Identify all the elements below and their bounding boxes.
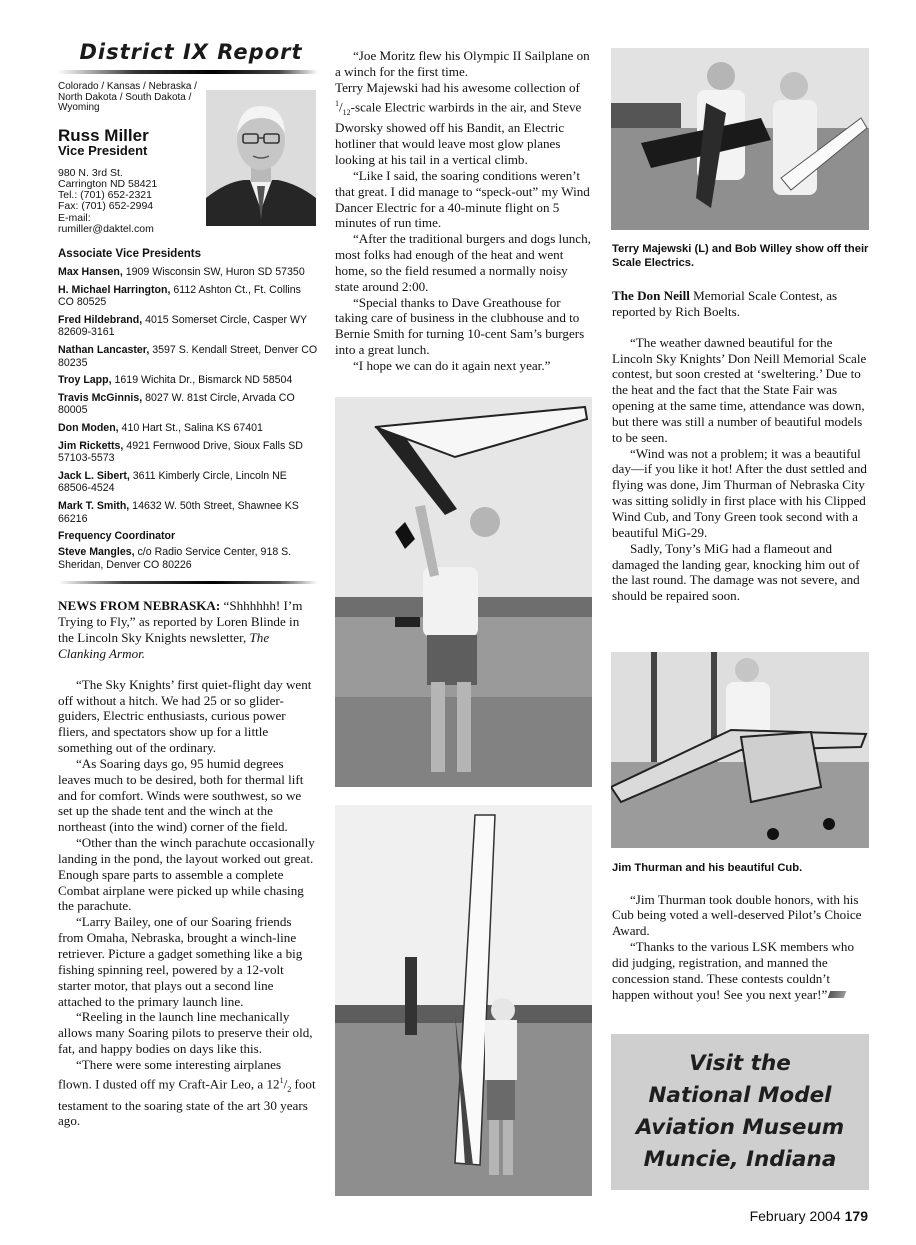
associate-entry <box>58 440 318 465</box>
associate-address: 4015 Somerset Circle, Casper WY 82609-3161 <box>58 313 307 339</box>
district-states: Colorado / Kansas / Nebraska / North Dakota / South Dakota / Wyoming <box>58 81 197 113</box>
vp-address-line: Carrington ND 58421 <box>58 177 158 190</box>
article-lead: NEWS FROM NEBRASKA: <box>58 598 221 614</box>
page-footer <box>750 1208 868 1224</box>
associate-name: Mark T. Smith, <box>58 499 130 512</box>
photo-caption: Jim Thurman and his beautiful Cub. <box>612 862 803 874</box>
associate-name: Jim Ricketts, <box>58 439 124 452</box>
associate-entry <box>58 344 318 369</box>
frequency-name: Steve Mangles, <box>58 546 135 559</box>
contest-intro <box>612 288 870 320</box>
vp-name: Russ Miller <box>58 125 149 145</box>
paragraph-text: foot testament to the soaring state of the art 30 years ago. <box>58 1076 316 1129</box>
associate-address: 4921 Fernwood Drive, Sioux Falls SD 57103-5573 <box>58 439 303 465</box>
fraction-denominator: 12 <box>342 107 351 117</box>
associate-entry <box>58 284 318 309</box>
paragraph: “There were some interesting airplanes flown. I dusted off my Craft-Air Leo, a $12^1/_2$ foot testament to the soaring state of the art 30 years ago. <box>58 1056 316 1129</box>
vp-email-label: E-mail: <box>58 211 91 224</box>
associate-entry <box>58 374 318 387</box>
associate-entry <box>58 470 318 495</box>
associates-list <box>58 266 318 525</box>
associate-address: 6112 Ashton Ct., Ft. Collins CO 80525 <box>58 283 301 309</box>
title-rule <box>58 70 318 74</box>
fraction-denominator: 2 <box>287 1084 292 1094</box>
middle-column <box>335 48 592 374</box>
associate-name: Fred Hildebrand, <box>58 313 143 326</box>
fraction-numerator: 1 <box>279 1075 284 1085</box>
report-title: District IX Report <box>79 40 303 64</box>
paragraph: Sadly, Tony’s MiG had a flameout and damaged the landing gear, knocking him out of the last round. The damage was not severe, and should be repaired soon. <box>612 540 860 604</box>
associate-address: 1619 Wichita Dr., Bismarck ND 58504 <box>111 374 293 387</box>
paragraph-text: “There were some interesting airplanes flown. I dusted off my Craft-Air Leo, a 12 <box>58 1056 282 1092</box>
paragraph-text: -scale Electric warbirds in the air, and Steve Dworsky showed off his Bandit, an Electric hotliner that would leave most glow planes looking at his tail in a vertical climb. <box>335 98 582 168</box>
associate-entry <box>58 422 318 435</box>
museum-ad-line: National Model <box>648 1083 832 1108</box>
associate-entry <box>58 314 318 339</box>
associate-address: 3597 S. Kendall Street, Denver CO 80235 <box>58 343 318 369</box>
associate-name: Troy Lapp, <box>58 374 112 387</box>
cub-photo <box>611 652 869 848</box>
vp-email: rumiller@daktel.com <box>58 222 154 235</box>
vp-address-line: 980 N. 3rd St. <box>58 166 123 179</box>
associate-address: 14632 W. 50th Street, Shawnee KS 66216 <box>58 499 299 525</box>
paragraph: “Wind was not a problem; it was a beautiful day—if you like it hot! After the dust settled and flying was done, Jim Thurman of Nebraska City was sitting solidly in first place with his Clipped Wind Cub, and Tony Green took second with a beautiful MiG-29. <box>612 445 867 540</box>
associate-name: Nathan Lancaster, <box>58 343 150 356</box>
associate-name: Jack L. Sibert, <box>58 469 130 482</box>
vice-president-block <box>58 81 318 235</box>
museum-ad-line: Aviation Museum <box>635 1115 845 1140</box>
associate-entry <box>58 392 318 417</box>
photo-caption: Terry Majewski (L) and Bob Willey show off their Scale Electrics. <box>612 243 869 269</box>
article-mid <box>335 48 592 374</box>
associates-heading: Associate Vice Presidents <box>58 248 201 260</box>
vp-portrait-photo <box>206 90 316 226</box>
article-intro <box>58 598 318 661</box>
paragraph: “Reeling in the launch line mechanically allows many Soaring pilots to preserve their old, fat, and happy bodies on days like this. <box>58 1009 313 1057</box>
end-mark-icon <box>828 991 847 998</box>
museum-ad-line: Muncie, Indiana <box>643 1147 837 1172</box>
frequency-address: c/o Radio Service Center, 918 S. Sheridan, Denver CO 80226 <box>58 546 292 571</box>
newsletter-name: The Clanking Armor. <box>58 629 270 661</box>
sailplane-standing-photo <box>335 805 592 1196</box>
associate-section <box>58 248 318 571</box>
paragraph-text: “Thanks to the various LSK members who did judging, registration, and manned the concession stand. These contests couldn’t happen without you! See you next year!” <box>612 939 855 1002</box>
frequency-entry <box>58 546 318 571</box>
article-right <box>612 288 870 604</box>
associate-entry <box>58 266 318 279</box>
scale-electrics-photo <box>611 48 869 230</box>
paragraph: “Larry Bailey, one of our Soaring friends from Omaha, Nebraska, brought a winch-line retriever. Picture a gadget something like a big fishing spinning reel, powered by a 12-volt starter motor, that plays out a second line attached to the primary launch line. <box>58 914 303 1009</box>
article-right-continued <box>612 892 870 1003</box>
right-column <box>612 243 870 604</box>
article-left <box>58 598 318 1129</box>
article-intro-text: “Shhhhhh! I’m Trying to Fly,” as reported by Loren Blinde in the Lincoln Sky Knights newsletter, <box>58 598 303 645</box>
issue-date: February 2004 <box>749 1208 841 1224</box>
vp-phone: Tel.: (701) 652-2321 <box>58 189 152 202</box>
museum-ad-line: Visit the <box>689 1051 791 1076</box>
paragraph: “The Sky Knights’ first quiet-flight day went off without a hitch. We had 25 or so glider-guiders, Electric enthusiasts, curious power fliers, and spectators show up for a little something out of the ordinary. <box>58 676 312 756</box>
paragraph: “Joe Moritz flew his Olympic II Sailplane on a winch for the first time. <box>335 48 590 79</box>
associate-address: 410 Hart St., Salina KS 67401 <box>118 421 263 434</box>
right-column-lower <box>612 862 870 1002</box>
paragraph: “As Soaring days go, 95 humid degrees leaves much to be desired, both for thermal lift and for comfort. Winds were southwest, so we set up the shade tent and the winch at the northeast (into the wind) corner of the field. <box>58 755 304 835</box>
associate-entry <box>58 500 318 525</box>
left-column <box>58 40 318 1129</box>
associate-name: Don Moden, <box>58 421 119 434</box>
sailplane-launch-photo <box>335 397 592 787</box>
associate-address: 8027 W. 81st Circle, Arvada CO 80005 <box>58 391 295 417</box>
paragraph <box>612 939 870 1002</box>
vp-title: Vice President <box>58 142 148 158</box>
associate-name: Travis McGinnis, <box>58 391 143 404</box>
paragraph: “Special thanks to Dave Greathouse for taking care of business in the clubhouse and to Bernie Smith for turning 10-cent Sam’s burgers into a great lunch. <box>335 294 585 358</box>
paragraph: Terry Majewski had his awesome collection of $^1/_{12}$-scale Electric warbirds in the air, and Steve Dworsky showed off his Bandit, an Electric hotliner that would leave most glow planes looking at his tail in a vertical climb. <box>335 79 582 168</box>
paragraph: “I hope we can do it again next year.” <box>353 358 551 373</box>
paragraph: “Jim Thurman took double honors, with his Cub being voted a well-deserved Pilot’s Choice Award. <box>612 891 862 939</box>
associate-address: 1909 Wisconsin SW, Huron SD 57350 <box>122 266 305 278</box>
section-rule <box>58 581 318 584</box>
associate-name: H. Michael Harrington, <box>58 283 171 296</box>
paragraph-text: Terry Majewski had his awesome collection of <box>335 79 580 95</box>
fraction-numerator: 1 <box>335 98 339 108</box>
paragraph: “Like I said, the soaring conditions weren’t that great. I did manage to “speck-out” my Wind Dancer Electric for a 40-minute flight on 5 minutes of run time. <box>335 167 590 231</box>
associate-address: 3611 Kimberly Circle, Lincoln NE 68506-4524 <box>58 469 287 495</box>
frequency-heading: Frequency Coordinator <box>58 530 176 543</box>
vp-fax: Fax: (701) 652-2994 <box>58 200 154 213</box>
contest-title: The Don Neill <box>612 288 690 303</box>
page-number: 179 <box>844 1208 868 1224</box>
museum-ad[interactable] <box>611 1034 869 1190</box>
paragraph: “Other than the winch parachute occasionally landing in the pond, the layout worked out great. Enough spare parts to assemble a complete Combat airplane were picked up while chasing the parachute. <box>58 835 315 914</box>
paragraph: “The weather dawned beautiful for the Lincoln Sky Knights’ Don Neill Memorial Scale contest, but soon crested at ‘sweltering.’ Due to the heat and the fact that the State Fair was opening at the same time, attendance was down, but there was still a number of beautiful models to be seen. <box>612 334 867 445</box>
associate-name: Max Hansen, <box>58 266 123 278</box>
contest-intro-text: Memorial Scale Contest, as reported by Rich Boelts. <box>612 288 838 319</box>
paragraph: “After the traditional burgers and dogs lunch, most folks had enough of the heat and went home, so the field resumed a normally noisy state around 2:00. <box>335 231 591 294</box>
